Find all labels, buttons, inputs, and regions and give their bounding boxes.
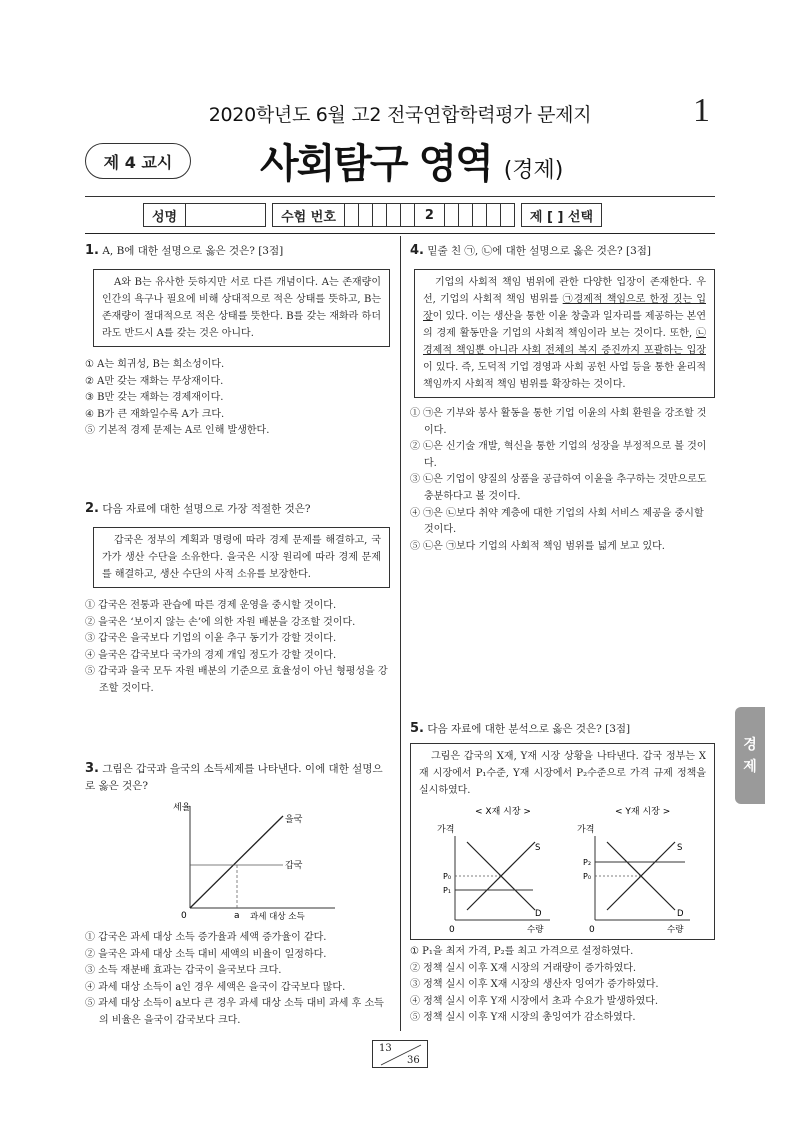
- option[interactable]: ③ 정책 실시 이후 X재 시장의 생산자 잉여가 증가하였다.: [410, 979, 659, 991]
- exam-digit[interactable]: [500, 204, 514, 226]
- option[interactable]: ① A는 희귀성, B는 희소성이다.: [85, 359, 225, 370]
- choice-cell[interactable]: [521, 203, 602, 227]
- tax-rate-graph: [165, 798, 345, 926]
- x-p0-label: P₀: [443, 872, 452, 881]
- exam-digit[interactable]: [458, 204, 472, 226]
- passage-text: 그림은 갑국의 X재, Y재 시장 상황을 나타낸다. 갑국 정부는 X재 시장에서 P₁수준, Y재 시장에서 P₂수준으로 가격 규제 정책을 실시하였다.: [419, 751, 706, 796]
- current-page: 13: [379, 1043, 392, 1054]
- page-counter: [372, 1040, 428, 1068]
- option[interactable]: ⑤ 기본적 경제 문제는 A로 인해 발생한다.: [85, 425, 270, 437]
- subject-sub: (경제): [503, 158, 564, 183]
- option[interactable]: ⑤ 정책 실시 이후 Y재 시장의 총잉여가 감소하였다.: [410, 1012, 636, 1024]
- page-number: 1: [693, 92, 710, 129]
- side-tab-char: 경: [743, 736, 757, 753]
- y-p2-label: P₂: [583, 858, 592, 867]
- option[interactable]: ① 갑국은 과세 대상 소득 증가율과 세액 증가율이 같다.: [85, 932, 327, 943]
- question-stem: 밑줄 친 ㉠, ㉡에 대한 설명으로 옳은 것은? [3점]: [427, 245, 652, 257]
- option[interactable]: ② 을국은 과세 대상 소득 대비 세액의 비율이 일정하다.: [85, 948, 327, 960]
- main-rule: [85, 233, 715, 234]
- info-row: [143, 203, 602, 227]
- exam-digit[interactable]: [344, 204, 358, 226]
- options-list: [410, 944, 715, 1027]
- exam-digit[interactable]: [372, 204, 386, 226]
- exam-digit[interactable]: [358, 204, 372, 226]
- passage-text: 이 있다. 즉, 도덕적 기업 경영과 사회 공헌 사업 등을 통한 윤리적 책임까지 사회적 책임 범위를 확장하는 것이다.: [423, 362, 706, 390]
- option[interactable]: ④ 과세 대상 소득이 a인 경우 세액은 을국이 갑국보다 많다.: [85, 981, 346, 993]
- name-cell[interactable]: [143, 203, 266, 227]
- x-s-label: S: [535, 843, 541, 853]
- x-price-label: 가격: [437, 825, 455, 835]
- exam-digit-fixed: 2: [414, 204, 444, 226]
- question-number: 1.: [85, 243, 99, 258]
- passage-text: 기업의 사회적 책임 범위에 관한 다양한 입장이 존재한다. 우선, 기업의 사회적 책임 범위를: [423, 277, 706, 305]
- option[interactable]: ③ ㉡은 기업이 양질의 상품을 공급하여 이윤을 추구하는 것만으로도 충분하다고 볼 것이다.: [410, 474, 707, 502]
- exam-number-cell[interactable]: [272, 203, 515, 227]
- option[interactable]: ③ 갑국은 을국보다 기업의 이윤 추구 동기가 강할 것이다.: [85, 633, 337, 645]
- y-price-label: 가격: [577, 825, 595, 835]
- x-axis-label: 과세 대상 소득: [250, 912, 305, 922]
- option[interactable]: ⑤ ㉡은 ㉠보다 기업의 사회적 책임 범위를 넓게 보고 있다.: [410, 540, 665, 552]
- x-market-title: < X재 시장 >: [475, 807, 531, 817]
- passage-box: 갑국은 정부의 계획과 명령에 따라 경제 문제를 해결하고, 국가가 생산 수단을 소유한다. 을국은 시장 원리에 따라 경제 문제를 해결하고, 생산 수단의 사적 소유를 보장한다.: [93, 527, 390, 588]
- top-rule: [85, 196, 715, 197]
- options-list: [410, 406, 715, 555]
- x-p1-label: P₁: [443, 886, 452, 895]
- subject-main: 사회탐구 영역: [260, 141, 492, 187]
- exam-digit[interactable]: [400, 204, 414, 226]
- origin-label: 0: [181, 911, 187, 921]
- market-graphs: [415, 802, 711, 938]
- option[interactable]: ④ 정책 실시 이후 Y재 시장에서 초과 수요가 발생하였다.: [410, 995, 659, 1007]
- option[interactable]: ③ B만 갖는 재화는 경제재이다.: [85, 392, 224, 404]
- side-tab-char: 제: [743, 758, 757, 775]
- option[interactable]: ④ ㉠은 ㉡보다 취약 계층에 대한 기업의 사회 서비스 제공을 중시할 것이다.: [410, 507, 704, 536]
- y-d-label: D: [677, 909, 684, 919]
- underline-a: ㉠경제적 책임으로 한정 짓는 입장: [423, 294, 706, 322]
- options-list: [85, 930, 390, 1030]
- passage-box: [414, 269, 715, 398]
- y-s-label: S: [677, 843, 683, 853]
- period-badge: 제 4 교시: [85, 143, 191, 179]
- subject-side-tab: [735, 707, 765, 804]
- name-label: 성명: [152, 209, 178, 225]
- option[interactable]: ⑤ 갑국과 을국 모두 자원 배분의 기준으로 효율성이 아닌 형평성을 강조할 것이다.: [85, 666, 388, 694]
- option[interactable]: ④ B가 큰 재화일수록 A가 크다.: [85, 408, 225, 420]
- question-5: [410, 720, 715, 738]
- options-list: [85, 357, 390, 440]
- passage-box: [410, 743, 715, 940]
- option[interactable]: ② 정책 실시 이후 X재 시장의 거래량이 증가하였다.: [410, 962, 637, 974]
- column-divider: [400, 236, 401, 1031]
- y-quantity-label: 수량: [667, 925, 684, 935]
- subject-title: [260, 132, 563, 189]
- question-stem: A, B에 대한 설명으로 옳은 것은? [3점]: [102, 245, 284, 257]
- exam-digit[interactable]: [486, 204, 500, 226]
- y-origin-label: 0: [589, 925, 595, 935]
- total-pages: 36: [407, 1055, 420, 1066]
- question-4: [410, 242, 715, 555]
- option[interactable]: ④ 을국은 갑국보다 국가의 경제 개입 정도가 강할 것이다.: [85, 649, 337, 661]
- option[interactable]: ⑤ 과세 대상 소득이 a보다 큰 경우 과세 대상 소득 대비 과세 후 소득의 비율은 을국이 갑국보다 크다.: [85, 998, 384, 1026]
- option[interactable]: ③ 소득 재분배 효과는 갑국이 을국보다 크다.: [85, 965, 282, 977]
- question-1: [85, 242, 390, 440]
- line-gap-label: 갑국: [285, 861, 303, 871]
- exam-number-label: 수험 번호: [281, 209, 336, 225]
- x-origin-label: 0: [449, 925, 455, 935]
- choice-label: 제 [ ] 선택: [529, 209, 594, 225]
- question-stem: 그림은 갑국과 을국의 소득세제를 나타낸다. 이에 대한 설명으로 옳은 것은?: [85, 763, 383, 792]
- option[interactable]: ① P₁을 최저 가격, P₂를 최고 가격으로 설정하였다.: [410, 946, 634, 957]
- option[interactable]: ② A만 갖는 재화는 무상재이다.: [85, 375, 224, 387]
- exam-digit[interactable]: [444, 204, 458, 226]
- passage-box: A와 B는 유사한 듯하지만 서로 다른 개념이다. A는 존재량이 인간의 욕구나 필요에 비해 상대적으로 적은 상태를 뜻하고, B는 존재량이 절대적으로 적은 상태를 뜻한다. B를 갖는 재화라 하더라도 반드시 A를 갖는 것은 아니다.: [93, 269, 390, 347]
- y-p0-label: P₀: [583, 872, 592, 881]
- y-axis-label: 세율: [173, 803, 191, 813]
- question-number: 4.: [410, 243, 424, 258]
- option[interactable]: ① ㉠은 기부와 봉사 활동을 통한 기업 이윤의 사회 환원을 강조할 것이다.: [410, 408, 707, 436]
- line-eul-label: 을국: [285, 815, 303, 825]
- line-eul: [190, 816, 283, 908]
- x-quantity-label: 수량: [527, 925, 544, 935]
- question-number: 5.: [410, 721, 424, 736]
- x-d-label: D: [535, 909, 542, 919]
- question-3: [85, 760, 390, 795]
- exam-digit[interactable]: [386, 204, 400, 226]
- y-market-title: < Y재 시장 >: [615, 807, 671, 817]
- option[interactable]: ② ㉡은 신기술 개발, 혁신을 통한 기업의 성장을 부정적으로 볼 것이다.: [410, 441, 707, 469]
- question-2: [85, 500, 390, 698]
- passage-text: 이 있다. 이는 생산을 통한 이윤 창출과 일자리를 제공하는 본연의 경제 활동만을 기업의 사회적 책임이라 보는 것이다. 또한,: [423, 311, 706, 339]
- option[interactable]: ① 갑국은 전통과 관습에 따른 경제 운영을 중시할 것이다.: [85, 600, 337, 611]
- option[interactable]: ② 을국은 ‘보이지 않는 손’에 의한 자원 배분을 강조할 것이다.: [85, 616, 356, 628]
- exam-digit[interactable]: [472, 204, 486, 226]
- options-list: [85, 598, 390, 698]
- a-tick-label: a: [234, 911, 240, 921]
- question-number: 2.: [85, 501, 99, 516]
- name-blank[interactable]: [185, 204, 265, 226]
- question-number: 3.: [85, 761, 99, 776]
- exam-title: 2020학년도 6월 고2 전국연합학력평가 문제지: [208, 104, 592, 126]
- question-stem: 다음 자료에 대한 설명으로 가장 적절한 것은?: [102, 503, 311, 515]
- question-stem: 다음 자료에 대한 분석으로 옳은 것은? [3점]: [427, 723, 631, 735]
- underline-b: ㉡경제적 책임뿐 아니라 사회 전체의 복지 증진까지 포괄하는 입장: [423, 328, 706, 356]
